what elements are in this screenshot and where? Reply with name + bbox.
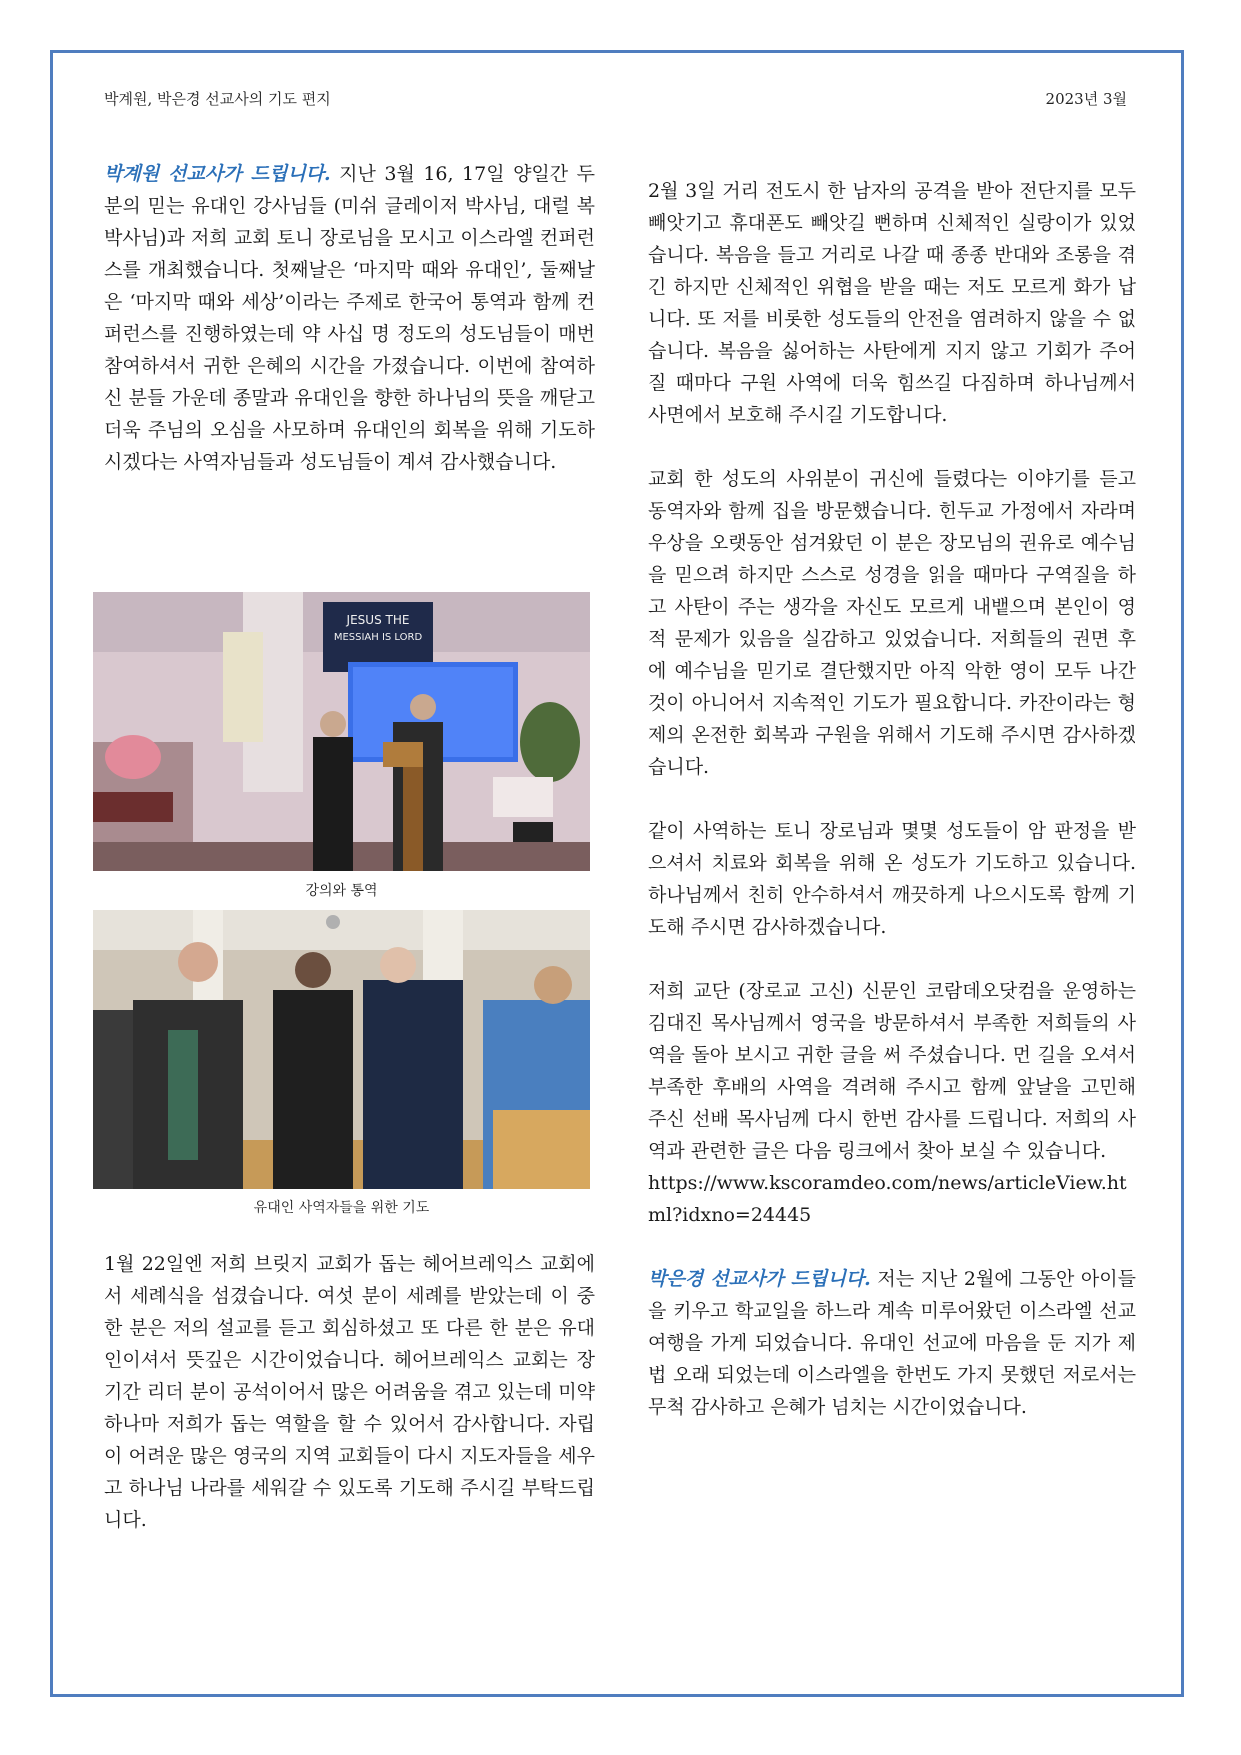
newspaper-paragraph: 저희 교단 (장로교 고신) 신문인 코람데오닷컴을 운영하는 김대진 목사님께서 영국을 방문하셔서 부족한 저희들의 사역을 돌아 보시고 귀한 글을 써 주셨습니다. 먼 길을 오셔서 부족한 후배의 사역을 격려해 주시고 함께 앞날을 고민해 주신 선배 목사님께 다시 한번 감사를 드립니다. 저희의 사역과 관련한 글은 다음 링크에서 찾아 보실 수 있습니다.	[648, 980, 1136, 1162]
banner-line-1: JESUS THE	[346, 613, 410, 627]
header-date: 2023년 3월	[1045, 90, 1127, 108]
left-intro	[104, 158, 595, 478]
spiritual-healing-paragraph: 교회 한 성도의 사위분이 귀신에 들렸다는 이야기를 듣고 동역자와 함께 집을 방문했습니다. 힌두교 가정에서 자라며 우상을 오랫동안 섬겨왔던 이 분은 장모님의 권유로 예수님을 믿으려 하지만 스스로 성경을 읽을 때마다 구역질을 하고 사탄이 주는 생각을 자신도 모르게 내뱉으며 본인이 영적 문제가 있음을 실감하고 있었습니다. 저희들의 권면 후에 예수님을 믿기로 결단했지만 아직 악한 영이 모두 나간 것이 아니어서 지속적인 기도가 필요합니다. 카잔이라는 형제의 온전한 회복과 구원을 위해서 기도해 주시면 감사하겠습니다.	[648, 468, 1136, 778]
right-column	[648, 175, 1136, 1423]
lead-heading-2: 박은경 선교사가 드립니다.	[648, 1268, 871, 1290]
conference-paragraph	[104, 158, 595, 478]
photo-caption-lecture: 강의와 통역	[305, 883, 378, 899]
lecture-photo-image	[93, 592, 590, 871]
photo-prayer	[93, 910, 590, 1189]
lead-heading-1: 박계원 선교사가 드립니다.	[104, 163, 331, 185]
prayer-photo-image	[93, 910, 590, 1189]
photo-lecture	[93, 592, 590, 871]
article-link[interactable]: https://www.kscoramdeo.com/news/articleView.html?idxno=24445	[648, 1172, 1127, 1226]
conference-text: 지난 3월 16, 17일 양일간 두 분의 믿는 유대인 강사님들 (미쉬 글레이저 박사님, 대럴 복 박사님)과 저희 교회 토니 장로님을 모시고 이스라엘 컨퍼런스를 개최했습니다. 첫째날은 ‘마지막 때와 유대인’, 둘째날은 ‘마지막 때와 세상’이라는 주제로 한국어 통역과 함께 컨퍼런스를 진행하였는데 약 사십 명 정도의 성도님들이 매번 참여하셔서 귀한 은혜의 시간을 가졌습니다. 이번에 참여하신 분들 가운데 종말과 유대인을 향한 하나님의 뜻을 깨닫고 더욱 주님의 오심을 사모하며 유대인의 회복을 위해 기도하시겠다는 사역자님들과 성도님들이 계셔 감사했습니다.	[104, 163, 595, 473]
israel-trip-text: 저는 지난 2월에 그동안 아이들을 키우고 학교일을 하느라 계속 미루어왔던 이스라엘 선교여행을 가게 되었습니다. 유대인 선교에 마음을 둔 지가 제법 오래 되었는데 이스라엘을 한번도 가지 못했던 저로서는 무척 감사하고 은혜가 넘치는 시간이었습니다.	[648, 1268, 1136, 1418]
header-title: 박계원, 박은경 선교사의 기도 편지	[104, 90, 331, 108]
street-evangelism-paragraph: 2월 3일 거리 전도시 한 남자의 공격을 받아 전단지를 모두 빼앗기고 휴대폰도 빼앗길 뻔하며 신체적인 실랑이가 있었습니다. 복음을 들고 거리로 나갈 때 종종 반대와 조롱을 겪긴 하지만 신체적인 위협을 받을 때는 저도 모르게 화가 납니다. 또 저를 비롯한 성도들의 안전을 염려하지 않을 수 없습니다. 복음을 싫어하는 사탄에게 지지 않고 기회가 주어질 때마다 구원 사역에 더욱 힘쓰길 다짐하며 하나님께서 사면에서 보호해 주시길 기도합니다.	[648, 180, 1136, 426]
baptism-paragraph: 1월 22일엔 저희 브릿지 교회가 돕는 헤어브레익스 교회에서 세례식을 섬겼습니다. 여섯 분이 세례를 받았는데 이 중 한 분은 저의 설교를 듣고 회심하셨고 또 다른 한 분은 유대인이셔서 뜻깊은 시간이었습니다. 헤어브레익스 교회는 장기간 리더 분이 공석이어서 많은 어려움을 겪고 있는데 미약하나마 저희가 돕는 역할을 할 수 있어서 감사합니다. 자립이 어려운 많은 영국의 지역 교회들이 다시 지도자들을 세우고 하나님 나라를 세워갈 수 있도록 기도해 주시길 부탁드립니다.	[104, 1253, 595, 1531]
left-baptism	[104, 1248, 595, 1536]
israel-trip-paragraph	[648, 1263, 1136, 1423]
cancer-prayer-paragraph: 같이 사역하는 토니 장로님과 몇몇 성도들이 암 판정을 받으셔서 치료와 회복을 위해 온 성도가 기도하고 있습니다. 하나님께서 친히 안수하셔서 깨끗하게 나으시도록 함께 기도해 주시면 감사하겠습니다.	[648, 820, 1136, 938]
banner-line-2: MESSIAH IS LORD	[333, 632, 423, 643]
photo-caption-prayer: 유대인 사역자들을 위한 기도	[253, 1200, 430, 1216]
